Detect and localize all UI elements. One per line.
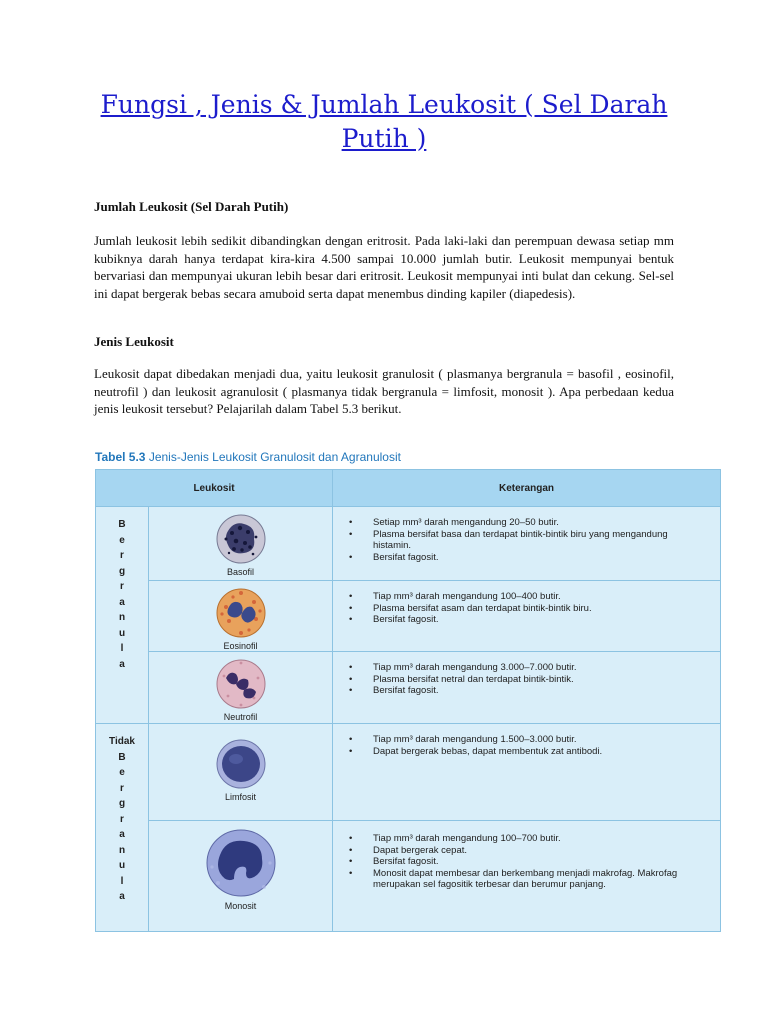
cell-basofil — [149, 507, 333, 581]
basofil-cell-image — [214, 513, 268, 565]
cell-name-neutrofil: Neutrofil — [223, 712, 258, 722]
desc-eosinofil: • Tiap mm³ darah mengandung 100–400 butir. • Plasma bersifat asam dan terdapat bintik-bintik biru. • Bersifat fagosit. — [333, 581, 721, 652]
section-heading-jumlah: Jumlah Leukosit (Sel Darah Putih) — [94, 199, 289, 214]
cell-name-limfosit: Limfosit — [224, 792, 256, 802]
cell-name-eosinofil: Eosinofil — [223, 641, 258, 651]
table-caption — [95, 450, 401, 464]
desc-basofil: • Setiap mm³ darah mengandung 20–50 butir. • Plasma bersifat basa dan terdapat bintik-bintik biru yang mengandung histamin. • Bersifat fagosit. — [333, 507, 721, 581]
cell-name-monosit: Monosit — [224, 901, 257, 911]
section-heading-jenis: Jenis Leukosit — [94, 334, 174, 349]
limfosit-cell-image — [214, 738, 268, 790]
eosinofil-cell-image — [214, 587, 268, 639]
paragraph-jumlah: Jumlah leukosit lebih sedikit dibandingkan dengan eritrosit. Pada laki-laki dan perempuan dewasa setiap mm kubiknya darah hanya terdapat kira-kira 4.500 sampai 10.000 jumlah butir. Leukosit mempunyai bentuk bervariasi dan mempunyai ukuran lebih besar dari eritrosit. Leukosit mempunyai inti bulat dan cekung. Sel-sel ini dapat bergerak bebas secara amuboid serta dapat menembus dinding kapiler (diapedesis). — [94, 233, 674, 301]
table-row — [96, 821, 721, 932]
neutrofil-cell-image — [214, 658, 268, 710]
cell-name-basofil: Basofil — [226, 567, 254, 577]
cell-neutrofil — [149, 652, 333, 724]
cell-limfosit — [149, 724, 333, 821]
table-caption-number: Tabel 5.3 — [95, 450, 146, 464]
desc-neutrofil: • Tiap mm³ darah mengandung 3.000–7.000 butir. • Plasma bersifat netral dan terdapat bintik-bintik. • Bersifat fagosit. — [333, 652, 721, 724]
table-caption-text: Jenis-Jenis Leukosit Granulosit dan Agranulosit — [148, 450, 401, 464]
desc-limfosit: • Tiap mm³ darah mengandung 1.500–3.000 butir. • Dapat bergerak bebas, dapat membentuk zat antibodi. — [333, 724, 721, 821]
table-row — [96, 724, 721, 821]
header-leukosit: Leukosit — [96, 470, 333, 507]
leukocyte-table — [95, 469, 721, 932]
table-header-row — [96, 470, 721, 507]
cell-eosinofil — [149, 581, 333, 652]
page-title[interactable]: Fungsi , Jenis & Jumlah Leukosit ( Sel Darah Putih ) — [100, 90, 668, 153]
monosit-cell-image — [204, 827, 278, 899]
group-label-bergranula: B e r g r a n u l a — [96, 507, 149, 724]
table-row — [96, 652, 721, 724]
table-row — [96, 507, 721, 581]
group-label-tidak-bergranula: Tidak B e r g r a n u l a — [96, 724, 149, 932]
paragraph-jenis: Leukosit dapat dibedakan menjadi dua, yaitu leukosit granulosit ( plasmanya bergranula = basofil , eosinofil, neutrofil ) dan leukosit agranulosit ( plasmanya tidak bergranula = limfosit, monosit ). Apa perbedaan kedua jenis leukosit tersebut? Pelajarilah dalam Tabel 5.3 berikut. — [94, 366, 674, 416]
cell-monosit — [149, 821, 333, 932]
desc-monosit: • Tiap mm³ darah mengandung 100–700 butir. • Dapat bergerak cepat. • Bersifat fagosit. • Monosit dapat membesar dan berkembang menjadi makrofag. Makrofag merupakan sel fagositik terbesar dan berumur panjang. — [333, 821, 721, 932]
header-keterangan: Keterangan — [333, 470, 721, 507]
table-row — [96, 581, 721, 652]
